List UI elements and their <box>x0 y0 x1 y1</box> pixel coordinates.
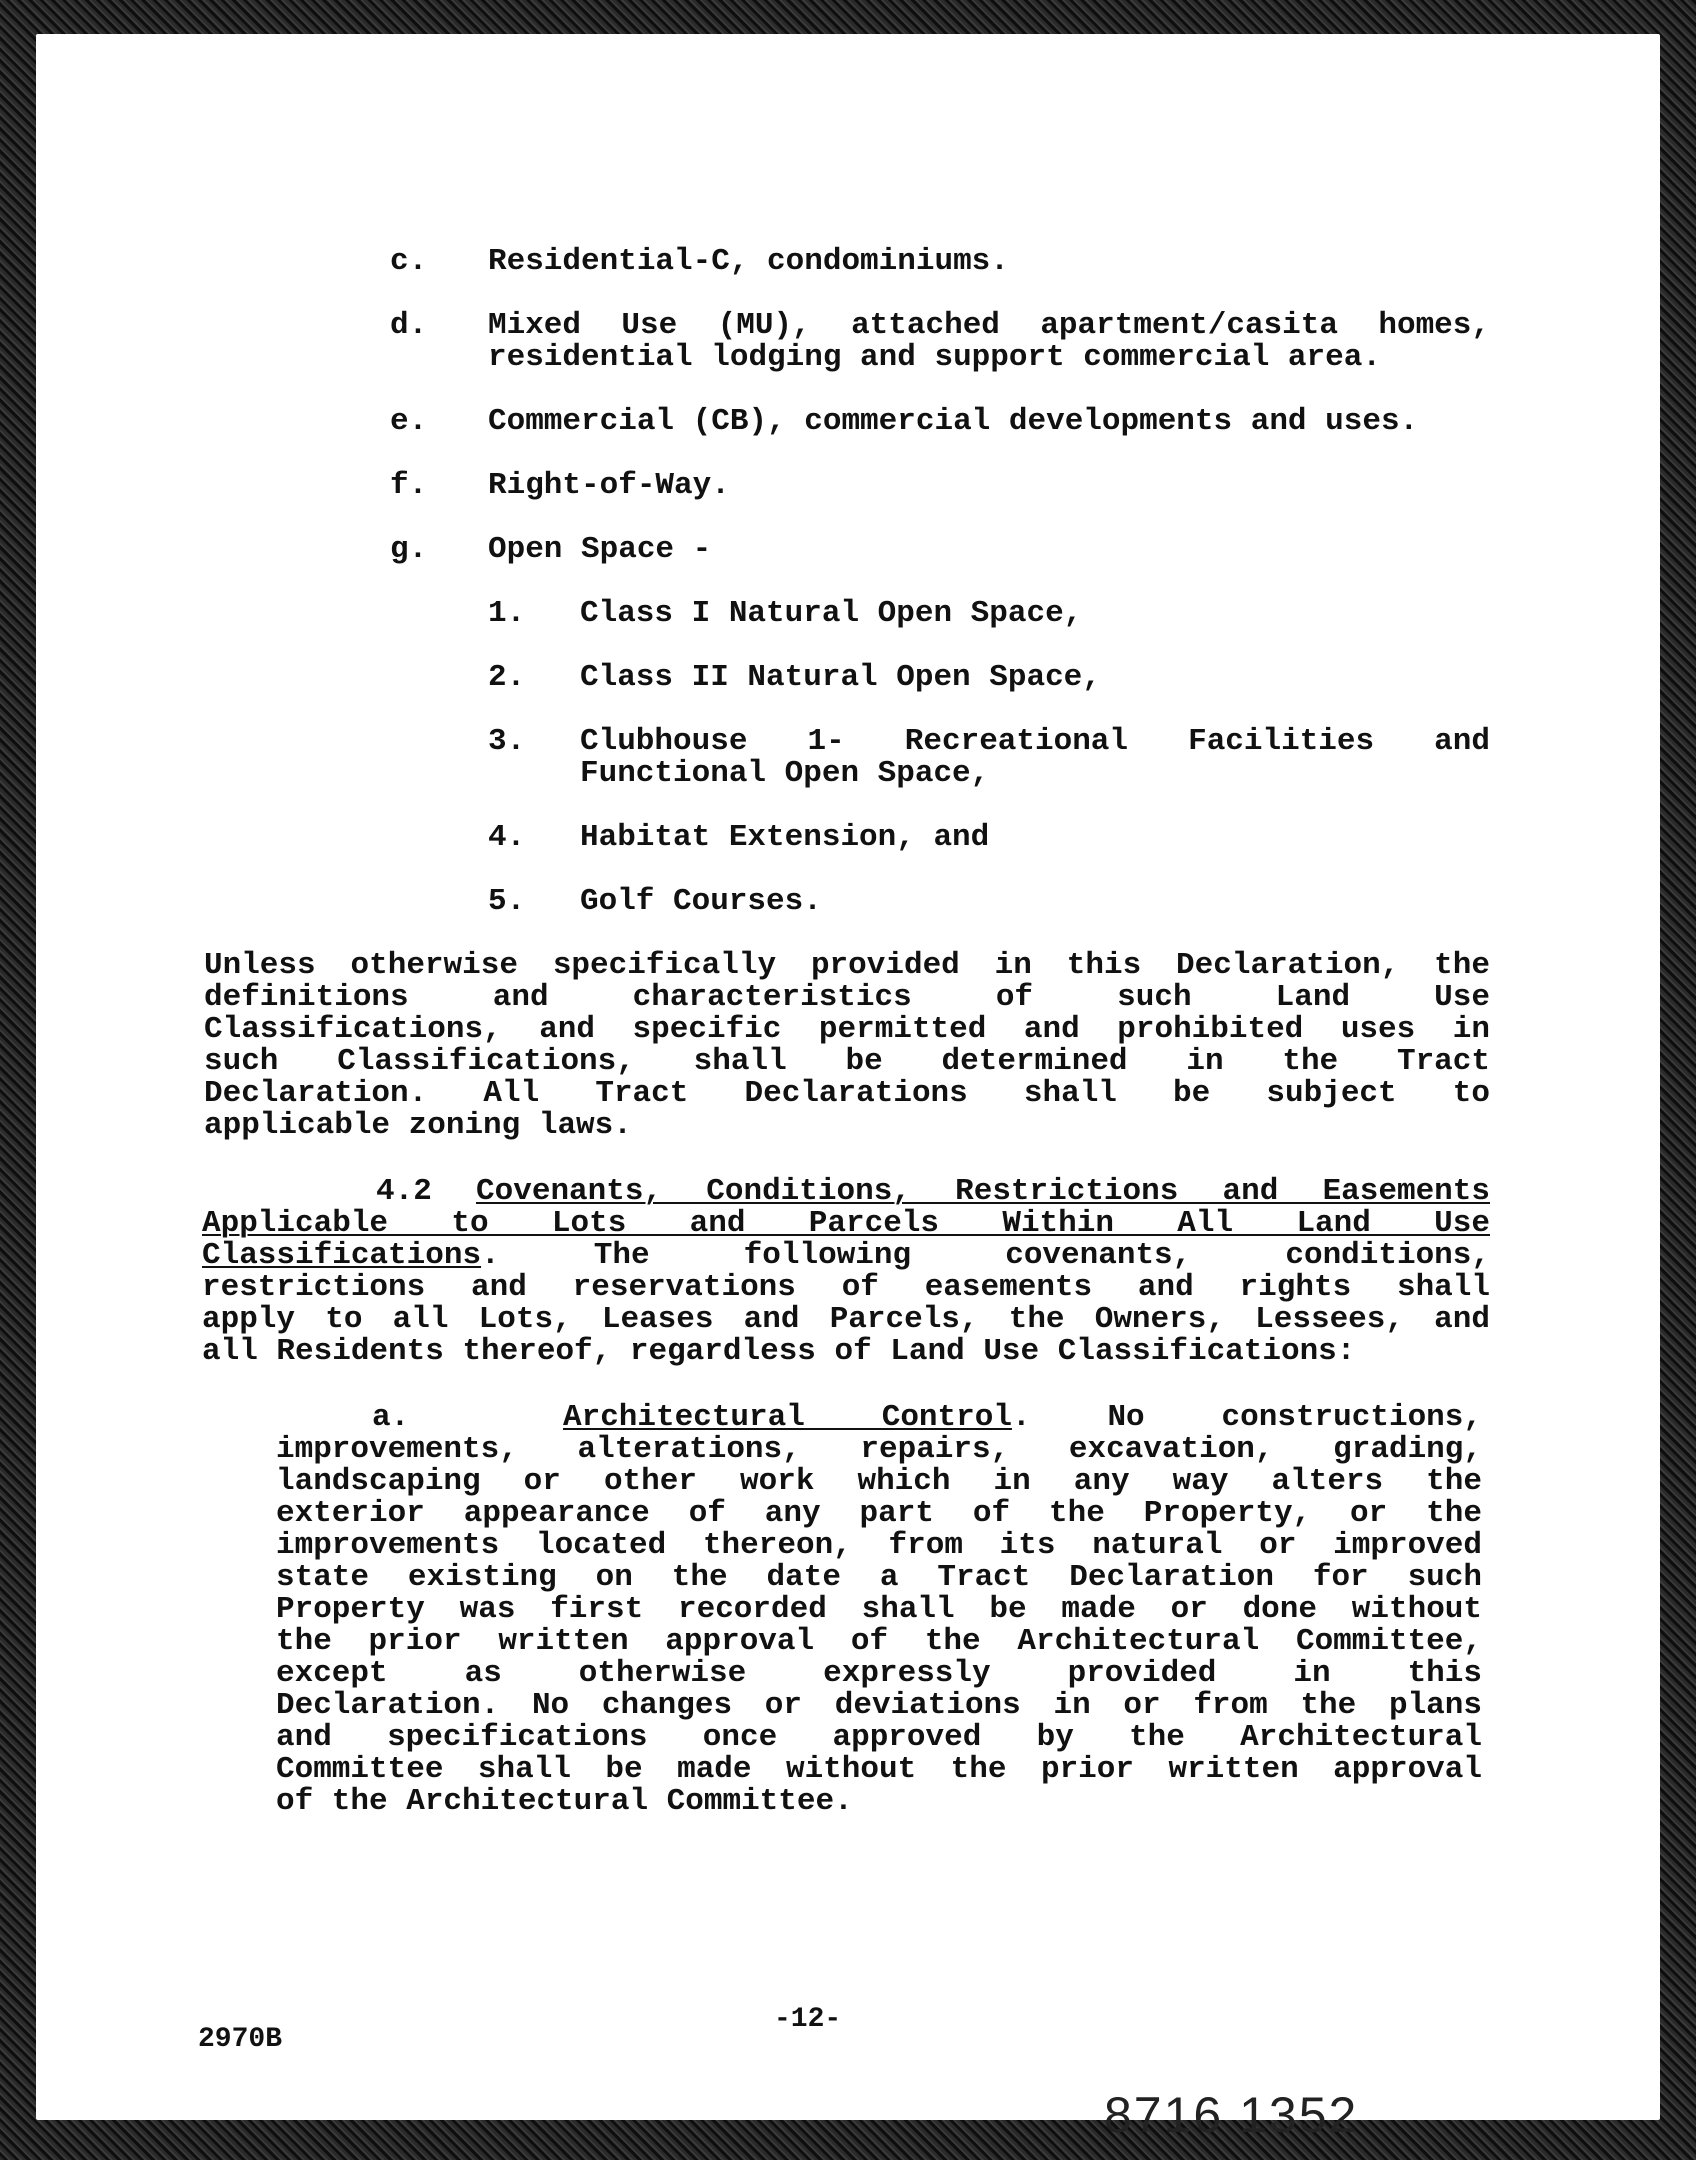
list-marker-e: e. <box>390 404 428 439</box>
list-marker-c: c. <box>390 244 428 279</box>
list-marker-f: f. <box>390 468 428 503</box>
sublist-item-3: Clubhouse 1- Recreational Facilities and Functional Open Space, <box>580 724 1490 791</box>
section-4-2-heading: Covenants, Conditions, Restrictions and Easements <box>476 1174 1490 1209</box>
section-4-2-line-3: Classifications. The following covenants, conditions, <box>202 1238 1490 1273</box>
sublist-item-2: Class II Natural Open Space, <box>580 660 1101 695</box>
record-stamp: 8716 1352 <box>1104 2087 1359 2143</box>
sublist-item-1: Class I Natural Open Space, <box>580 596 1083 631</box>
section-number: 4.2 <box>376 1174 432 1209</box>
section-a-marker: a. <box>372 1400 410 1435</box>
list-marker-g: g. <box>390 532 428 567</box>
sublist-item-4: Habitat Extension, and <box>580 820 990 855</box>
sublist-marker-1: 1. <box>488 596 526 631</box>
list-item-g: Open Space - <box>488 532 712 567</box>
sublist-marker-3: 3. <box>488 724 526 759</box>
list-item-c: Residential-C, condominiums. <box>488 244 1009 279</box>
list-item-f: Right-of-Way. <box>488 468 730 503</box>
paragraph-land-use-definitions: Unless otherwise specifically provided in this Declaration, the definitions and characteristics of such Land Use Classifications, and specific permitted and prohibited uses in such Classifications, shall be determined in the Tract Declaration. All Tract Declarations shall be subject to applicable zoning laws. <box>204 948 1490 1143</box>
list-marker-d: d. <box>390 308 428 343</box>
sublist-item-5: Golf Courses. <box>580 884 822 919</box>
section-a-line-1: a. Architectural Control. No constructions, <box>372 1400 1482 1435</box>
architectural-control-heading: Architectural Control <box>563 1400 1012 1435</box>
section-4-2-line-1 <box>202 1176 1490 1208</box>
section-architectural-control: a. Architectural Control. No constructions, improvements, alterations, repairs, excavation, grading, landscaping or other work which in any way alters the exterior appearance of any part of the Property, or the improvements located thereon, from its natural or improved state existing on the date a Tract Declaration for such Property was first recorded shall be made or done without the prior written approval of the Architectural Committee, except as otherwise expressly provided in this Declaration. No changes or deviations in or from the plans and specifications once approved by the Architectural Committee shall be made without the prior written approval of the Architectural Committee. <box>276 1400 1482 1819</box>
document-code: 2970B <box>198 2024 283 2055</box>
list-item-d: Mixed Use (MU), attached apartment/casita homes, residential lodging and support commercial area. <box>488 308 1490 375</box>
sublist-marker-5: 5. <box>488 884 526 919</box>
section-4-2-heading-cont: Applicable to Lots and Parcels Within All Land Use <box>202 1206 1490 1241</box>
page-number: -12- <box>774 2004 842 2035</box>
sublist-marker-2: 2. <box>488 660 526 695</box>
list-item-e: Commercial (CB), commercial developments and uses. <box>488 404 1419 439</box>
sublist-marker-4: 4. <box>488 820 526 855</box>
section-4-2: 4.2 Covenants, Conditions, Restrictions and Easements Applicable to Lots and Parcels Within All Land Use Classifications. The following covenants, conditions, restrictions and reservations of easements and rights shall apply to all Lots, Leases and Parcels, the Owners, Lessees, and all Residents thereof, regardless of Land Use Classifications: <box>202 1174 1490 1369</box>
document-page <box>36 34 1660 2143</box>
section-4-2-heading-end: Classifications <box>202 1238 482 1273</box>
